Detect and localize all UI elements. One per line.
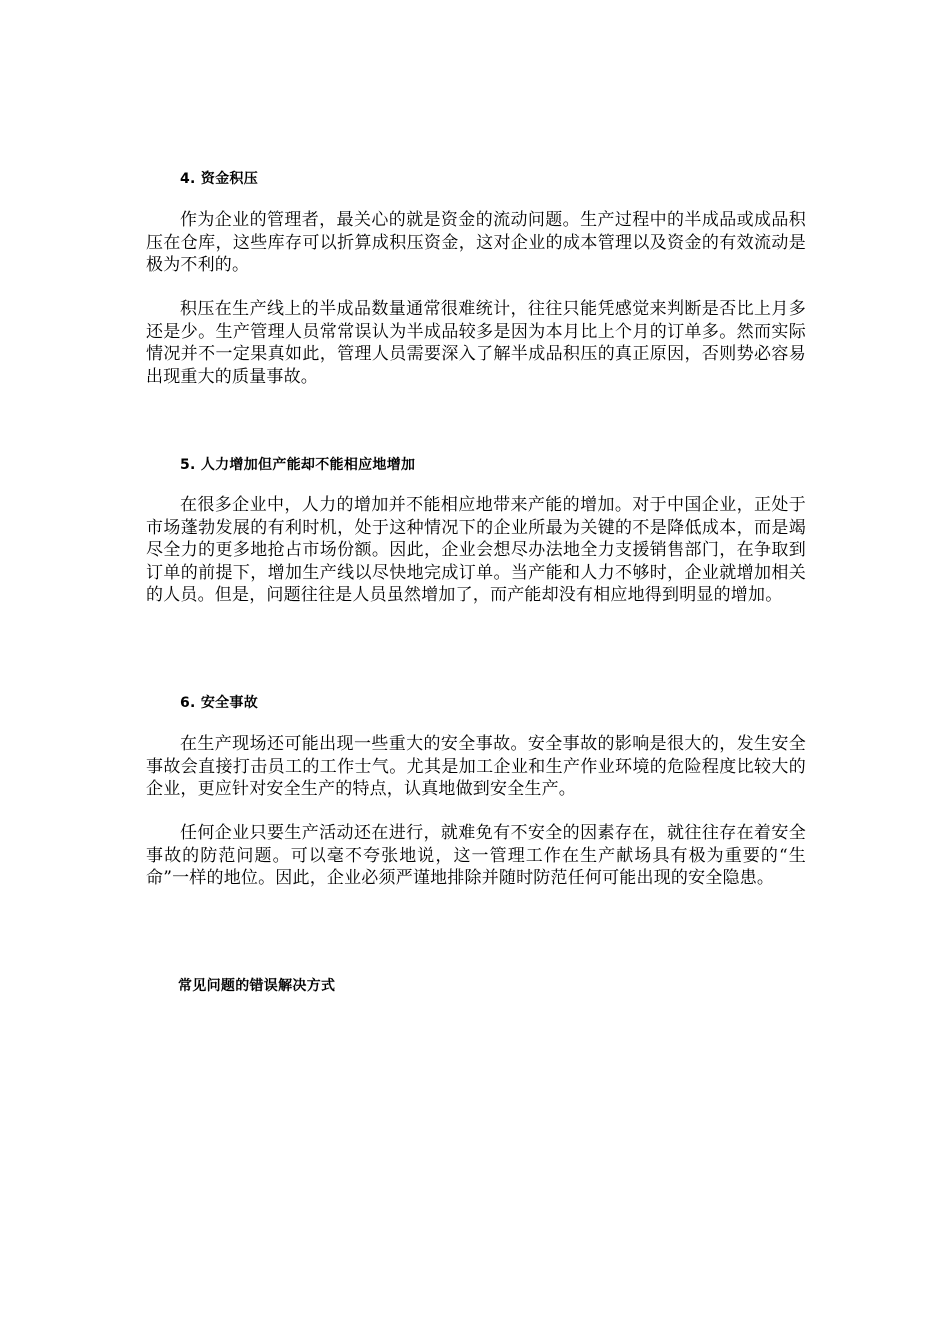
paragraph: 积压在生产线上的半成品数量通常很难统计，往往只能凭感觉来判断是否比上月多还是少。生产管理人员常常误认为半成品较多是因为本月比上个月的订单多。然而实际情况并不一定果真如此，管理人员需要深入了解半成品积压的真正原因，否则势必容易出现重大的质量事故。	[146, 299, 806, 387]
paragraph: 在生产现场还可能出现一些重大的安全事故。安全事故的影响是很大的，发生安全事故会直接打击员工的工作士气。尤其是加工企业和生产作业环境的危险程度比较大的企业，更应针对安全生产的特点，认真地做到安全生产。	[146, 734, 806, 799]
paragraph: 任何企业只要生产活动还在进行，就难免有不安全的因素存在，就往往存在着安全事故的防范问题。可以毫不夸张地说，这一管理工作在生产献场具有极为重要的“生命”一样的地位。因此，企业必须严谨地排除并随时防范任何可能出现的安全隐患。	[146, 823, 806, 888]
section-heading-wrong-solutions: 常见问题的错误解决方式	[178, 978, 336, 994]
section-heading-manpower-capacity: 5. 人力增加但产能却不能相应地增加	[180, 457, 416, 473]
paragraph: 作为企业的管理者，最关心的就是资金的流动问题。生产过程中的半成品或成品积压在仓库，这些库存可以折算成积压资金，这对企业的成本管理以及资金的有效流动是极为不利的。	[146, 210, 806, 275]
section-heading-safety-accidents: 6. 安全事故	[180, 695, 259, 711]
paragraph: 在很多企业中，人力的增加并不能相应地带来产能的增加。对于中国企业，正处于市场蓬勃发展的有利时机，处于这种情况下的企业所最为关键的不是降低成本，而是竭尽全力的更多地抢占市场份额。因此，企业会想尽办法地全力支援销售部门，在争取到订单的前提下，增加生产线以尽快地完成订单。当产能和人力不够时，企业就增加相关的人员。但是，问题往往是人员虽然增加了，而产能却没有相应地得到明显的增加。	[146, 495, 806, 605]
section-heading-funds-backlog: 4. 资金积压	[180, 171, 259, 187]
